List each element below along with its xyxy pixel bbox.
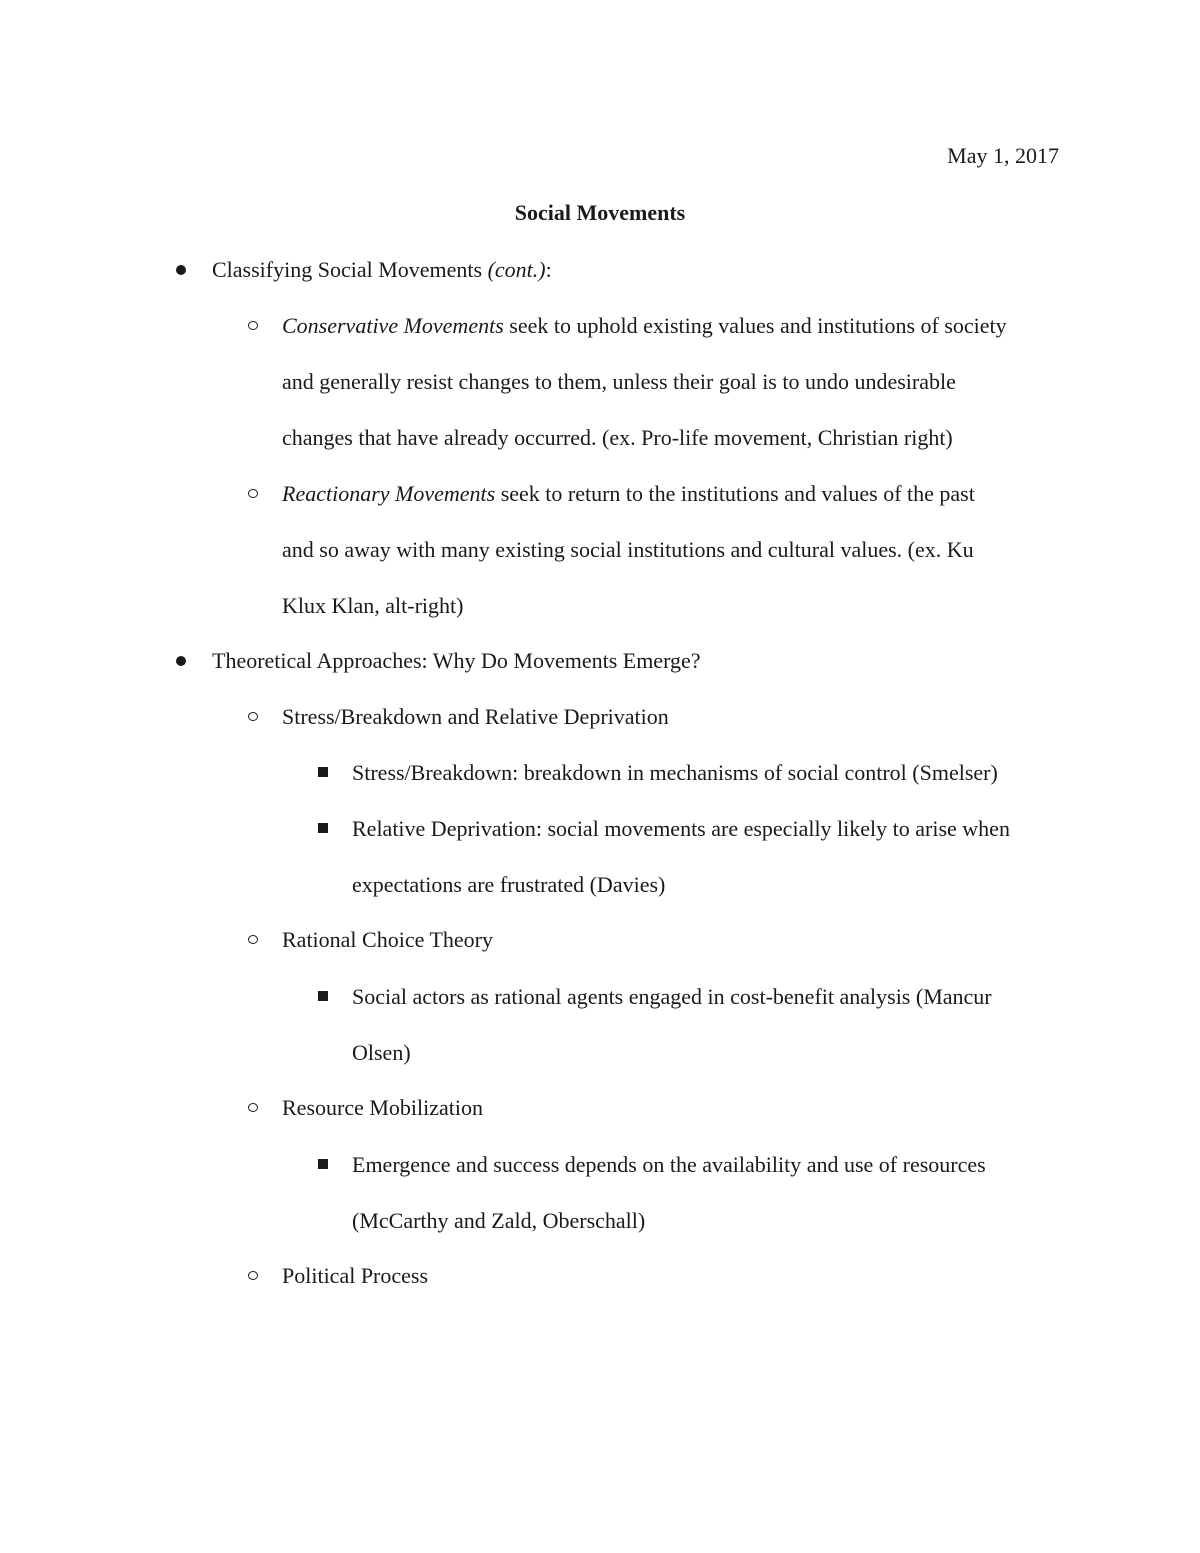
bullet-circle-icon xyxy=(248,1103,258,1112)
stress-item-2-line-1: Relative Deprivation: social movements are especially likely to arise when xyxy=(352,816,1010,841)
resource-item-line-1: Emergence and success depends on the availability and use of resources xyxy=(352,1152,986,1177)
stress-item-2-line-2: expectations are frustrated (Davies) xyxy=(352,872,666,897)
bullet-square-icon xyxy=(318,767,328,777)
conservative-line-1: Conservative Movements seek to uphold existing values and institutions of society xyxy=(282,313,1007,338)
stress-item-1: Stress/Breakdown: breakdown in mechanisms of social control (Smelser) xyxy=(352,760,998,785)
stress-heading: Stress/Breakdown and Relative Deprivation xyxy=(282,704,669,729)
resource-item-line-2: (McCarthy and Zald, Oberschall) xyxy=(352,1208,646,1233)
bullet-disc-icon xyxy=(176,656,186,666)
bullet-circle-icon xyxy=(248,321,258,330)
bullet-circle-icon xyxy=(248,935,258,944)
document-title: Social Movements xyxy=(514,200,686,225)
bullet-circle-icon xyxy=(248,489,258,498)
bullet-circle-icon xyxy=(248,712,258,721)
rational-item-line-2: Olsen) xyxy=(352,1040,411,1065)
section-theoretical-heading: Theoretical Approaches: Why Do Movements Emerge? xyxy=(212,648,701,673)
rational-heading: Rational Choice Theory xyxy=(282,927,493,952)
bullet-square-icon xyxy=(318,991,328,1001)
rational-item-line-1: Social actors as rational agents engaged in cost-benefit analysis (Mancur xyxy=(352,984,992,1009)
resource-heading: Resource Mobilization xyxy=(282,1095,484,1120)
reactionary-line-3: Klux Klan, alt-right) xyxy=(282,593,464,618)
reactionary-line-2: and so away with many existing social institutions and cultural values. (ex. Ku xyxy=(282,537,974,562)
section-classifying-heading: Classifying Social Movements (cont.): xyxy=(212,257,552,282)
bullet-circle-icon xyxy=(248,1271,258,1280)
conservative-line-2: and generally resist changes to them, unless their goal is to undo undesirable xyxy=(282,369,956,394)
document-date: May 1, 2017 xyxy=(947,143,1059,168)
bullet-square-icon xyxy=(318,823,328,833)
bullet-disc-icon xyxy=(176,265,186,275)
political-heading: Political Process xyxy=(282,1263,429,1288)
reactionary-line-1: Reactionary Movements seek to return to the institutions and values of the past xyxy=(282,481,975,506)
bullet-square-icon xyxy=(318,1159,328,1169)
conservative-line-3: changes that have already occurred. (ex. Pro-life movement, Christian right) xyxy=(282,425,953,450)
